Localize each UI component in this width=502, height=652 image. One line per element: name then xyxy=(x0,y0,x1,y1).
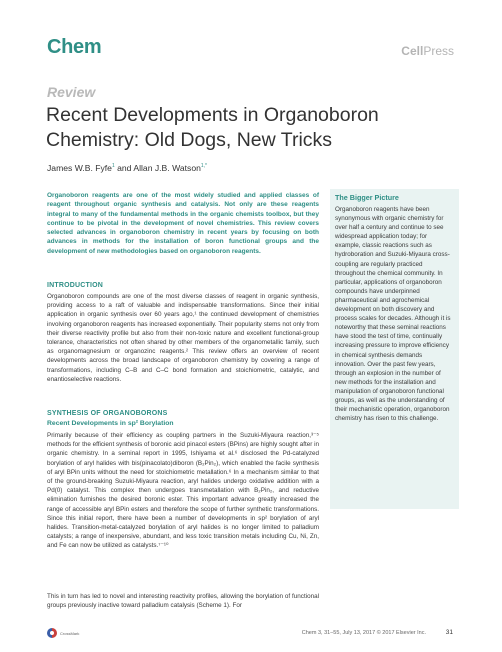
author-name[interactable]: James W.B. Fyfe xyxy=(47,163,112,173)
publisher-logo-regular: Press xyxy=(423,44,454,58)
synthesis-paragraph: Primarily because of their efficiency as coupling partners in the Suzuki-Miyaura reaction,³⁻⁵ methods for the efficient synthesis of boronic acid pinacol esters (BPins) are highly sought after in organic chemistry. In a seminal report in 1995, Ishiyama et al.⁶ disclosed the Pd-catalyzed borylation of aryl halides with bis(pinacolato)diboron (B₂Pin₂), which enabled the facile synthesis of aryl BPin units without the need for stoichiometric metallation.⁶ In a mechanism similar to that of the ground-breaking Suzuki-Miyaura reaction, aryl halides undergo oxidative addition with a Pd(0) catalyst. This complex then undergoes transmetallation with B₂Pin₂, and reductive elimination furnishes the desired boronic ester. This important advance greatly increased the range of accessible aryl BPin esters and therefore the scope of further synthetic transformations. Since this initial report, there have been a number of developments in sp² borylation of aryl halides. Transition-metal-catalyzed borylation of aryl halides is no longer limited to palladium catalysts; a range of inexpensive, abundant, and less toxic transition metals including Cu, Ni, Zn, and Fe can now be utilized as catalysts.⁷⁻¹⁰ xyxy=(47,432,319,550)
footer-citation: Chem 3, 31–55, July 13, 2017 © 2017 Elsevier Inc. xyxy=(301,630,426,636)
author-name[interactable]: and Allan J.B. Watson xyxy=(117,163,201,173)
publisher-logo xyxy=(401,44,454,58)
subsection-heading: Recent Developments in sp² Borylation xyxy=(47,420,174,427)
article-type: Review xyxy=(47,84,96,100)
publisher-logo-bold: Cell xyxy=(401,44,424,58)
page-number: 31 xyxy=(445,629,453,636)
crossmark-label: CrossMark xyxy=(60,630,80,636)
bigger-picture-text: Organoboron reagents have been synonymous with organic chemistry for over half a century and continue to see widespread application today; for example, classic reactions such as hydroboration and Suzuki-Miyaura cross-coupling are regularly practiced throughout the chemical community. In particular, applications of organoboron compounds have underpinned pharmaceutical and agrochemical development on both discovery and process scales for decades. Although it is noteworthy that these seminal reactions have stood the test of time, continually increasing pressure to improve efficiency in chemical synthesis demands innovation. Over the past few years, through an explosion in the number of new methods for the installation and manipulation of organoboron functional groups, as well as the understanding of their mechanistic operation, organoboron chemistry has risen to this challenge. xyxy=(335,206,451,423)
crossmark-badge[interactable] xyxy=(47,628,79,638)
crossmark-icon xyxy=(47,628,57,638)
bigger-picture-title: The Bigger Picture xyxy=(335,193,399,202)
affiliation-marker[interactable]: 1,* xyxy=(200,163,208,170)
abstract: Organoboron reagents are one of the most widely studied and applied classes of reagent throughout organic synthesis and catalysis. Not only are these reagents integral to many of the fundamental methods in the organic chemists toolbox, but they continue to be pivotal in the development of novel chemistries. This review covers selected advances in organoboron chemistry in recent years by focusing on both advances in methods for the installation of boron functional groups and the development of new methodologies based on organoboron reagents. xyxy=(47,192,319,255)
affiliation-marker[interactable]: 1 xyxy=(111,163,115,170)
author-list xyxy=(47,163,207,173)
journal-logo: Chem xyxy=(47,36,102,58)
bigger-picture-box xyxy=(330,189,459,509)
synthesis-paragraph-continued: This in turn has led to novel and interesting reactivity profiles, allowing the borylation of functional groups previously inactive toward palladium catalysis (Scheme 1). For xyxy=(47,593,319,610)
introduction-paragraph: Organoboron compounds are one of the most diverse classes of reagent in organic synthesis, providing access to a raft of valuable and indispensable transformations. Since their initial application in organic synthesis over 60 years ago,¹ the continued development of chemistries involving organoboron reagents has increased exponentially. Their popularity stems not only from their diverse reactivity profile but also from their non-toxic nature and excellent functional-group tolerance, characteristics not often shared by other members of the organometallic family, such as organomagnesium or organozinc reagents.² This review offers an overview of recent developments across the broad landscape of organoboron chemistry by covering a range of transformations, including C–B and C–C bond formation and stoichiometric, catalytic, and enantioselective reactions. xyxy=(47,293,319,383)
section-heading-synthesis: SYNTHESIS OF ORGANOBORONS xyxy=(47,410,168,417)
article-title: Recent Developments in Organoboron Chemistry: Old Dogs, New Tricks xyxy=(46,104,379,151)
section-heading-introduction: INTRODUCTION xyxy=(47,282,104,289)
